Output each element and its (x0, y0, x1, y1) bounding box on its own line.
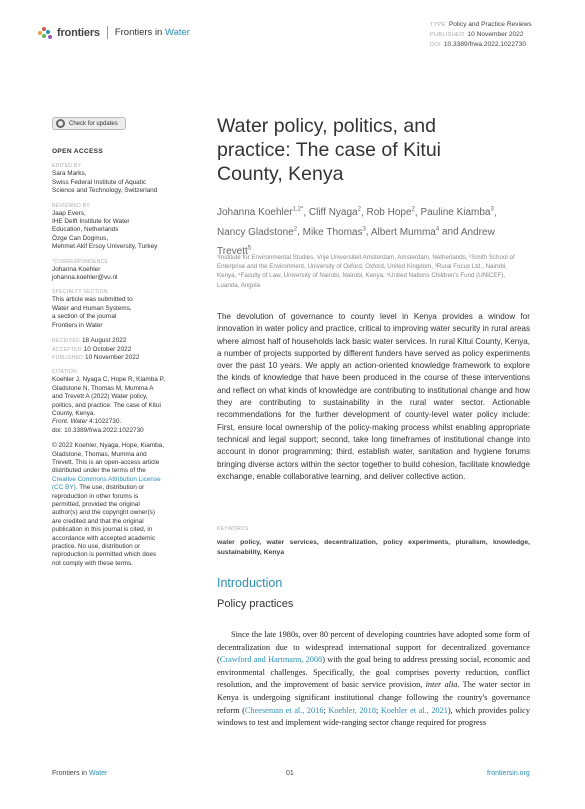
citation-link[interactable]: Koehler, 2018 (328, 705, 376, 715)
keywords: water policy, water services, decentralization, policy experiments, pluralism, knowledge, sustainability, Kenya (217, 539, 530, 556)
article-dates: RECEIVED 18 August 2022 ACCEPTED 10 October 2022 PUBLISHED 10 November 2022 (52, 337, 140, 361)
author[interactable]: Nancy Gladstone$^2$ (217, 226, 298, 238)
article-sidebar (52, 148, 178, 575)
author-list: Johanna Koehler$^{1,2*}$, Cliff Nyaga$^2$, Rob Hope$^2$, Pauline Kiamba$^3$, Nancy Gladstone$^2$, Mike Thomas$^3$, Albert Mumma$^4$ and Andrew Trevett$^5$ (217, 207, 497, 257)
copyright: © 2022 Koehler, Nyaga, Hope, Kiamba, Gladstone, Thomas, Mumma and Trevett. This is an open-access article distributed under the terms of the Creative Commons Attribution License (CC BY). The use, distribution or reproduction in other forums is permitted, provided the original author(s) and the copyright owner(s) are credited and that the original publication in this journal is cited, in accordance with accepted academic practice. No use, distribution or reproduction is permitted which does not comply with these terms. (52, 442, 178, 568)
section-heading: Introduction (217, 576, 283, 590)
affiliations: ¹Institute for Environmental Studies, Vrije Universiteit Amsterdam, Amsterdam, Netherlands, ²Smith School of Enterprise and the Environment, University of Oxford, Oxford, United Kingdom, ³Rural Focus Ltd., Nairobi, Kenya, ⁴Faculty of Law, University of Nairobi, Nairobi, Kenya, ⁵United Nations Children's Fund (UNICEF), Luanda, Angola (217, 254, 515, 289)
author[interactable]: Johanna Koehler$^{1,2*}$ (217, 207, 304, 219)
citation-link[interactable]: Koehler et al., 2021 (380, 705, 448, 715)
check-for-updates-button[interactable] (52, 117, 126, 130)
correspondence-email[interactable]: johanna.koehler@vu.nl (52, 274, 118, 282)
citation-link[interactable]: Crawford and Hartmann, 2008 (219, 655, 323, 665)
page-number: 01 (286, 770, 294, 777)
brand-name: frontiers (57, 26, 100, 39)
keywords-label: KEYWORDS (217, 526, 249, 532)
author[interactable]: Rob Hope$^2$ (366, 207, 415, 219)
body-paragraph: Since the late 1980s, over 80 percent of developing countries have adopted some form of decentralization due to widespread international support for decentralized governance (Crawford and Hartmann, 2008) with the goal being to address pressing social, economic and environmental challenges. Specifically, the goal comprises poverty reduction, conflict resolution, and the improvement of basic service provision, inter alia. The water sector in Kenya is undergoing significant institutional change following the country's governance reform (Cheeseman et al., 2016; Koehler, 2018; Koehler et al., 2021), which provides policy windows to test and implement wide-ranging sector change required for progress (217, 630, 531, 728)
journal-name: Frontiers in Water (114, 27, 190, 38)
article-meta (430, 20, 532, 50)
license-link[interactable]: Creative Commons Attribution License (52, 475, 161, 483)
citation-link[interactable]: Cheeseman et al., 2016 (244, 705, 324, 715)
check-for-updates-label: Check for updates (69, 120, 118, 127)
edited-by: EDITED BY Sara Marks, Swiss Federal Institute of Aquatic Science and Technology, Switzerland (52, 163, 158, 195)
article-published: PUBLISHED 10 November 2022 (430, 31, 524, 38)
license-link-short[interactable]: (CC BY). (52, 484, 78, 492)
reviewed-by: REVIEWED BY Jaap Evers, IHE Delft Institute for Water Education, Netherlands Özge Can Dogmus, Mehmet Akif Ersoy University, Turkey (52, 202, 158, 251)
citation: CITATION Koehler J, Nyaga C, Hope R, Kiamba P, Gladstone N, Thomas M, Mumma A and Trevett A (2022) Water policy, politics, and practice: The case of Kitui County, Kenya. Front. Water 4:1022730. doi: 10.3389/frwa.2022.1022730 (52, 369, 165, 434)
author[interactable]: Mike Thomas$^3$ (302, 226, 366, 238)
update-check-icon (56, 119, 65, 128)
correspondence: *CORRESPONDENCE Johanna Koehler johanna.koehler@vu.nl (52, 259, 178, 283)
footer-site-link[interactable]: frontiersin.org (487, 770, 530, 777)
frontiers-logo[interactable] (38, 26, 190, 39)
author[interactable]: Pauline Kiamba$^3$ (420, 207, 494, 219)
specialty-section: SPECIALTY SECTION This article was submitted to Water and Human Systems, a section of the journal Frontiers in Water (52, 289, 133, 329)
author[interactable]: Cliff Nyaga$^2$ (308, 207, 361, 219)
frontiers-logo-icon (38, 27, 52, 39)
author[interactable]: Albert Mumma$^4$ (370, 226, 440, 238)
article-title: Water policy, politics, and practice: The case of Kitui County, Kenya (217, 115, 442, 185)
footer-journal: Frontiers in Water (52, 770, 108, 777)
subsection-heading: Policy practices (217, 598, 294, 610)
article-doi: DOI 10.3389/frwa.2022.1022730 (430, 41, 526, 48)
abstract: The devolution of governance to county level in Kenya provides a window for innovation in water policy and practice, critical to improving water security in rural areas where almost half of households lack basic water services. In rural Kitui County, Kenya, a number of projects supported by different funders have served as policy experiments over the past 10 years. We apply an action-oriented knowledge framework to explore the kinds of knowledge that have been produced in the course of these interventions and reflect on what kinds of knowledge are contributing to institutional change and how they are contributing to sustainability in the rural water sector. Actionable recommendations for the further development of county-level water policy include: First, ensure local ownership of the policy-making process whilst enabling appropriate technical and legal support; second, take long timeframes of institutional change into account in donor programming; third, establish water, sanitation and hygiene forums bringing diverse actors within the sector together to build cohesion, facilitate knowledge exchange, enable collaborative learning, and deliver collective action. (217, 312, 530, 481)
header-divider (107, 26, 108, 39)
article-type: TYPE Policy and Practice Reviews (430, 21, 532, 28)
author[interactable]: Andrew Trevett$^5$ (217, 226, 495, 257)
open-access-label: OPEN ACCESS (52, 148, 104, 155)
